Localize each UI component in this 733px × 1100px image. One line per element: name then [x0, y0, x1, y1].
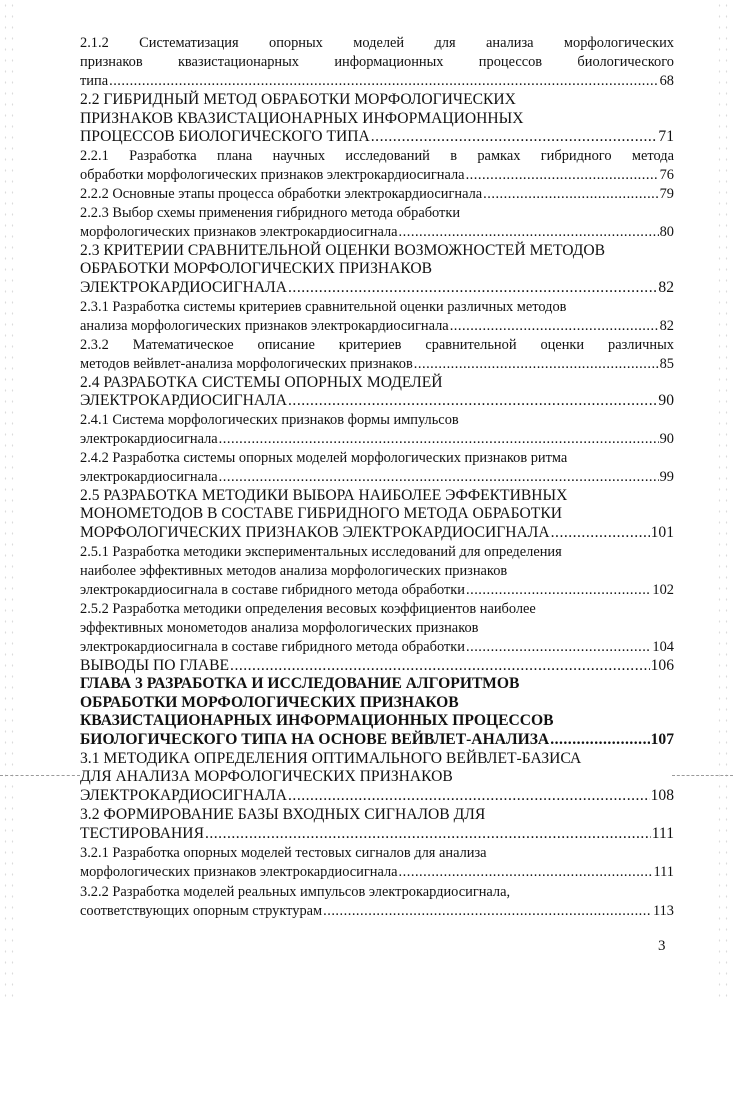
toc-entry-text: 3.2.1 Разработка опорных моделей тестовых сигналов для анализа	[80, 845, 487, 862]
toc-entry-text: морфологических признаков электрокардиосигнала	[80, 223, 398, 240]
toc-entry-text: наиболее эффективных методов анализа морфологических признаков	[80, 562, 508, 579]
toc-page-number: 68	[659, 73, 674, 89]
toc-entry-2-3-2[interactable]	[80, 336, 674, 374]
toc-page-number: 102	[652, 581, 674, 598]
scan-artifact-line	[0, 775, 80, 776]
toc-entry-text: 2.4 РАЗРАБОТКА СИСТЕМЫ ОПОРНЫХ МОДЕЛЕЙ	[80, 373, 443, 391]
toc-entry-2-5-2[interactable]	[80, 600, 674, 657]
toc-page-number: 108	[650, 786, 674, 804]
toc-entry-3-2-2[interactable]	[80, 883, 674, 921]
toc-entry-text: ДЛЯ АНАЛИЗА МОРФОЛОГИЧЕСКИХ ПРИЗНАКОВ	[80, 768, 453, 786]
toc-entry-3-2[interactable]	[80, 806, 674, 843]
toc-entry-text: 3.1 МЕТОДИКА ОПРЕДЕЛЕНИЯ ОПТИМАЛЬНОГО ВЕЙВЛЕТ-БАЗИСА	[80, 749, 582, 767]
toc-entry-text: электрокардиосигнала в составе гибридного метода обработки	[80, 638, 465, 655]
leader-dots	[466, 638, 651, 657]
toc-entry-text: ВЫВОДЫ ПО ГЛАВЕ	[80, 656, 230, 674]
toc-entry-text: 2.2.2 Основные этапы процесса обработки электрокардиосигнала	[80, 185, 483, 202]
toc-entry-text: 2.3.1 Разработка системы критериев сравнительной оценки различных методов	[80, 298, 567, 315]
page-number: 3	[658, 938, 666, 954]
toc-entry-text: эффективных монометодов анализа морфологических признаков	[80, 619, 479, 636]
toc-entry-text: электрокардиосигнала	[80, 430, 218, 447]
toc-entry-text: МОРФОЛОГИЧЕСКИХ ПРИЗНАКОВ ЭЛЕКТРОКАРДИОСИГНАЛА	[80, 523, 550, 541]
toc-page-number: 90	[659, 430, 674, 447]
toc-entry-text: ПРИЗНАКОВ КВАЗИСТАЦИОНАРНЫХ ИНФОРМАЦИОННЫХ	[80, 109, 524, 127]
leader-dots	[288, 392, 657, 411]
toc-entry-text: ОБРАБОТКИ МОРФОЛОГИЧЕСКИХ ПРИЗНАКОВ	[80, 260, 433, 278]
toc-entry-text: ГЛАВА 3 РАЗРАБОТКА И ИССЛЕДОВАНИЕ АЛГОРИТМОВ	[80, 675, 520, 693]
leader-dots	[450, 317, 659, 336]
toc-entry-text: 2.1.2 Систематизация опорных моделей для анализа морфологических	[80, 35, 674, 51]
toc-entry-3-1[interactable]	[80, 750, 674, 806]
leader-dots	[483, 185, 658, 204]
toc-entry-text: 2.5.1 Разработка методики экспериментальных исследований для определения	[80, 543, 562, 560]
leader-dots	[371, 128, 658, 147]
toc-entry-2-5-1[interactable]	[80, 543, 674, 600]
table-of-contents	[80, 34, 674, 921]
toc-entry-text: ЭЛЕКТРОКАРДИОСИГНАЛА	[80, 786, 288, 804]
toc-entry-2-2-2[interactable]	[80, 185, 674, 204]
toc-entry-3-2-1[interactable]	[80, 844, 674, 882]
toc-entry-text: типа	[80, 73, 109, 89]
toc-entry-text: признаков квазистационарных информационных процессов биологического	[80, 54, 674, 70]
toc-page-number: 80	[659, 223, 674, 240]
leader-dots	[288, 279, 657, 298]
leader-dots	[399, 223, 659, 242]
toc-entry-2-2-3[interactable]	[80, 204, 674, 242]
leader-dots	[205, 825, 651, 844]
toc-entry-text: соответствующих опорным структурам	[80, 903, 323, 920]
toc-entry-2-2[interactable]	[80, 91, 674, 147]
scan-margin-noise	[2, 0, 16, 1000]
toc-entry-text: 2.2.1 Разработка плана научных исследований в рамках гибридного метода	[80, 147, 674, 164]
toc-page-number: 76	[659, 166, 674, 183]
leader-dots	[323, 902, 652, 921]
toc-entry-chapter-3[interactable]	[80, 675, 674, 749]
leader-dots	[219, 468, 659, 487]
toc-page-number: 90	[658, 392, 674, 410]
toc-page-number: 82	[658, 278, 674, 296]
leader-dots	[551, 524, 650, 543]
toc-entry-text: 2.2.3 Выбор схемы применения гибридного метода обработки	[80, 204, 461, 221]
toc-page-number: 111	[653, 864, 674, 881]
leader-dots	[230, 657, 650, 676]
leader-dots	[550, 731, 649, 750]
toc-entry-text: 3.2.2 Разработка моделей реальных импульсов электрокардиосигнала,	[80, 884, 511, 901]
toc-entry-2-1-2[interactable]	[80, 34, 674, 91]
toc-entry-text: ЭЛЕКТРОКАРДИОСИГНАЛА	[80, 392, 288, 410]
leader-dots	[466, 166, 659, 185]
leader-dots	[414, 355, 659, 374]
toc-entry-text: морфологических признаков электрокардиосигнала	[80, 864, 398, 881]
toc-entry-text: анализа морфологических признаков электрокардиосигнала	[80, 317, 449, 334]
toc-page-number: 104	[652, 638, 674, 655]
toc-page-number: 101	[650, 523, 674, 541]
toc-entry-2-5[interactable]	[80, 487, 674, 543]
toc-page-number: 107	[650, 730, 674, 748]
toc-entry-text: МОНОМЕТОДОВ В СОСТАВЕ ГИБРИДНОГО МЕТОДА ОБРАБОТКИ	[80, 505, 562, 523]
toc-entry-2-4[interactable]	[80, 374, 674, 411]
toc-entry-text: электрокардиосигнала	[80, 468, 218, 485]
toc-entry-text: КВАЗИСТАЦИОНАРНЫХ ИНФОРМАЦИОННЫХ ПРОЦЕССОВ	[80, 712, 554, 730]
toc-page-number: 82	[659, 317, 674, 334]
toc-entry-2-4-2[interactable]	[80, 449, 674, 487]
toc-entry-text: 2.3.2 Математическое описание критериев сравнительной оценки различных	[80, 336, 674, 353]
toc-entry-text: обработки морфологических признаков электрокардиосигнала	[80, 166, 465, 183]
toc-entry-text: 2.4.1 Система морфологических признаков формы импульсов	[80, 411, 459, 428]
toc-entry-text: 2.5 РАЗРАБОТКА МЕТОДИКИ ВЫБОРА НАИБОЛЕЕ ЭФФЕКТИВНЫХ	[80, 486, 568, 504]
toc-page-number: 99	[659, 468, 674, 485]
toc-entry-text: ТЕСТИРОВАНИЯ	[80, 824, 204, 842]
toc-entry-text: 2.2 ГИБРИДНЫЙ МЕТОД ОБРАБОТКИ МОРФОЛОГИЧЕСКИХ	[80, 91, 516, 108]
toc-entry-text: ПРОЦЕССОВ БИОЛОГИЧЕСКОГО ТИПА	[80, 128, 370, 146]
toc-page-number: 79	[659, 185, 674, 202]
toc-entry-2-2-1[interactable]	[80, 147, 674, 185]
leader-dots	[219, 430, 659, 449]
toc-page-number: 113	[652, 903, 674, 920]
toc-entry-2-4-1[interactable]	[80, 411, 674, 449]
scan-margin-noise	[716, 0, 730, 1000]
toc-entry-2-3[interactable]	[80, 242, 674, 298]
toc-entry-2-3-1[interactable]	[80, 298, 674, 336]
toc-page-number: 111	[651, 824, 674, 842]
toc-entry-text: 2.5.2 Разработка методики определения весовых коэффициентов наиболее	[80, 600, 536, 617]
leader-dots	[288, 787, 650, 806]
toc-entry-text: электрокардиосигнала в составе гибридного метода обработки	[80, 581, 465, 598]
toc-page-number: 71	[658, 128, 674, 146]
toc-entry-conclusions[interactable]	[80, 657, 674, 676]
toc-page-number: 85	[659, 355, 674, 372]
toc-entry-text: ЭЛЕКТРОКАРДИОСИГНАЛА	[80, 278, 288, 296]
leader-dots	[399, 863, 653, 882]
leader-dots	[466, 581, 651, 600]
toc-entry-text: 3.2 ФОРМИРОВАНИЕ БАЗЫ ВХОДНЫХ СИГНАЛОВ ДЛЯ	[80, 806, 486, 824]
toc-entry-text: ОБРАБОТКИ МОРФОЛОГИЧЕСКИХ ПРИЗНАКОВ	[80, 693, 459, 711]
toc-entry-text: 2.3 КРИТЕРИИ СРАВНИТЕЛЬНОЙ ОЦЕНКИ ВОЗМОЖНОСТЕЙ МЕТОДОВ	[80, 241, 606, 259]
leader-dots	[109, 72, 659, 91]
toc-entry-text: БИОЛОГИЧЕСКОГО ТИПА НА ОСНОВЕ ВЕЙВЛЕТ-АНАЛИЗА	[80, 730, 550, 748]
scan-artifact-line	[672, 775, 733, 776]
toc-entry-text: методов вейвлет-анализа морфологических признаков	[80, 355, 413, 372]
toc-entry-text: 2.4.2 Разработка системы опорных моделей морфологических признаков ритма	[80, 449, 568, 466]
toc-page-number: 106	[650, 656, 674, 674]
